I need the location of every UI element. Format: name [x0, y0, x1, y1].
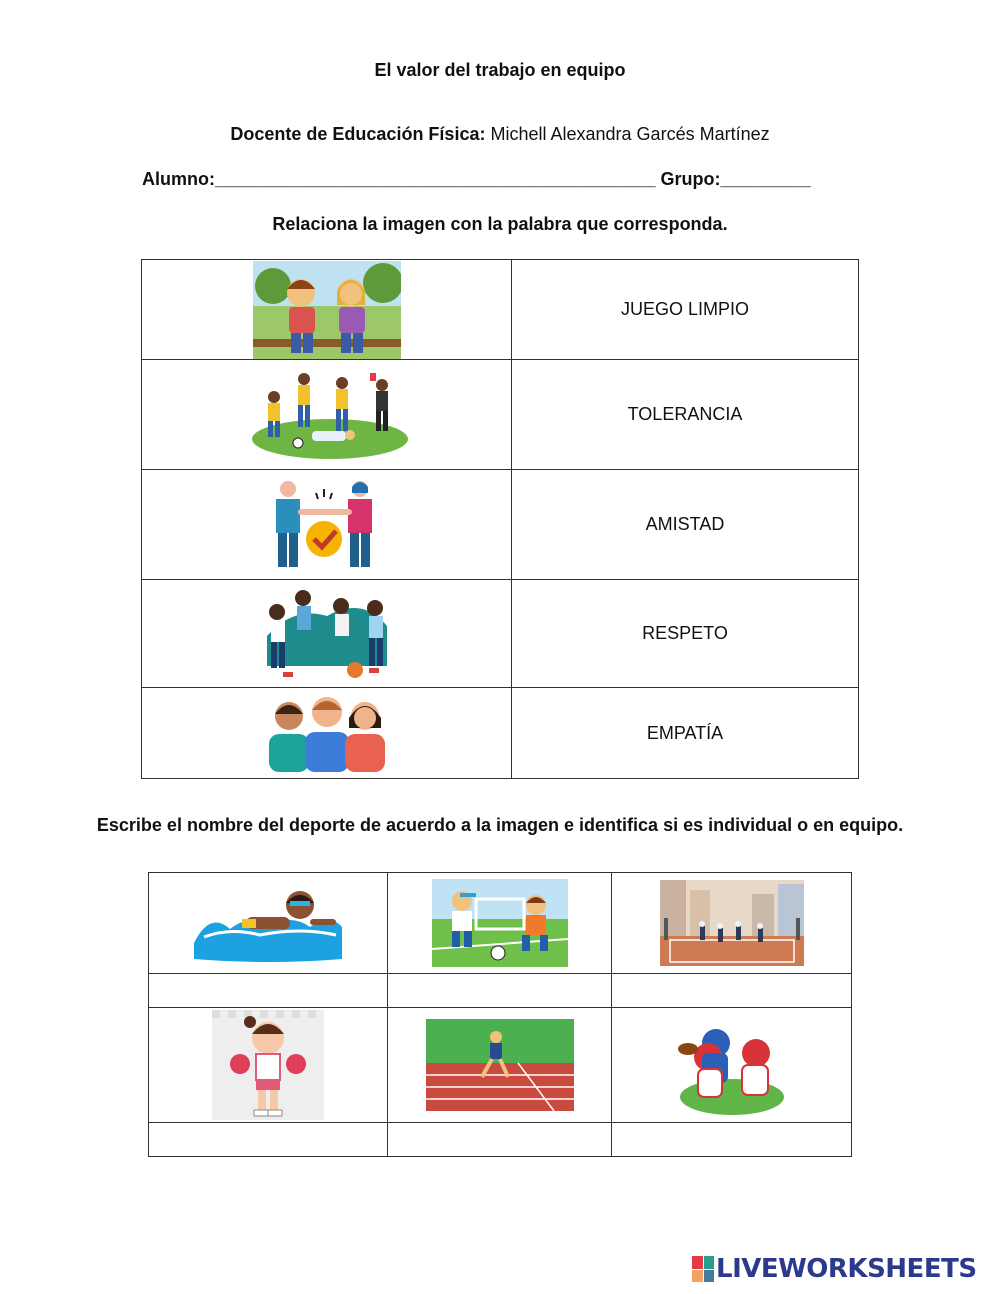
- teacher-label: Docente de Educación Física:: [230, 124, 486, 144]
- liveworksheets-logo: [692, 1254, 977, 1284]
- match-word: TOLERANCIA: [512, 360, 859, 470]
- sports-answer-row: [149, 1123, 852, 1157]
- sports-image-cell: [388, 873, 612, 974]
- boxing-girl-image: [212, 1010, 324, 1120]
- match-word: EMPATÍA: [512, 688, 859, 779]
- match-image-cell: [142, 470, 512, 580]
- friends-hugging-image: [263, 694, 391, 772]
- group-label: Grupo:: [660, 169, 721, 189]
- sports-image-cell: [612, 1008, 852, 1123]
- group-blank[interactable]: _________: [720, 169, 811, 189]
- answer-cell[interactable]: [612, 974, 852, 1008]
- match-image-cell: [142, 260, 512, 360]
- teacher-line: [0, 124, 1000, 145]
- soccer-image: [432, 879, 568, 967]
- match-word: JUEGO LIMPIO: [512, 260, 859, 360]
- sports-image-row: [149, 1008, 852, 1123]
- student-label: Alumno:: [142, 169, 215, 189]
- match-row: [142, 580, 859, 688]
- sports-image-cell: [612, 873, 852, 974]
- answer-cell[interactable]: [388, 974, 612, 1008]
- answer-cell[interactable]: [612, 1123, 852, 1157]
- instruction-match: Relaciona la imagen con la palabra que corresponda.: [272, 214, 728, 234]
- sports-answer-row: [149, 974, 852, 1008]
- kids-sitting-image: [253, 261, 401, 359]
- student-line: [142, 169, 811, 190]
- basketball-court-image: [660, 880, 804, 966]
- swimming-image: [190, 883, 346, 963]
- match-row: [142, 470, 859, 580]
- american-football-image: [676, 1013, 788, 1117]
- match-word: AMISTAD: [512, 470, 859, 580]
- match-row: [142, 260, 859, 360]
- match-row: [142, 688, 859, 779]
- match-row: [142, 360, 859, 470]
- match-word: RESPETO: [512, 580, 859, 688]
- teacher-name: Michell Alexandra Garcés Martínez: [490, 124, 770, 144]
- match-image-cell: [142, 360, 512, 470]
- sports-image-cell: [149, 1008, 388, 1123]
- instruction-sports: Escribe el nombre del deporte de acuerdo a la imagen e identifica si es individual o en equipo.: [96, 815, 904, 835]
- team-huddle-image: [263, 586, 391, 682]
- match-image-cell: [142, 580, 512, 688]
- handshake-check-image: [272, 479, 382, 571]
- answer-cell[interactable]: [149, 1123, 388, 1157]
- match-image-cell: [142, 688, 512, 779]
- answer-cell[interactable]: [388, 1123, 612, 1157]
- page-title: El valor del trabajo en equipo: [374, 60, 626, 80]
- running-track-image: [426, 1019, 574, 1111]
- sports-table: [148, 872, 852, 1157]
- sports-image-cell: [388, 1008, 612, 1123]
- sports-image-row: [149, 873, 852, 974]
- match-table: [141, 259, 859, 779]
- soccer-foul-image: [246, 369, 408, 461]
- answer-cell[interactable]: [149, 974, 388, 1008]
- logo-mark-icon: [692, 1256, 714, 1282]
- logo-text: LIVEWORKSHEETS: [716, 1254, 977, 1284]
- sports-image-cell: [149, 873, 388, 974]
- student-name-blank[interactable]: ____________________________________________: [214, 169, 656, 189]
